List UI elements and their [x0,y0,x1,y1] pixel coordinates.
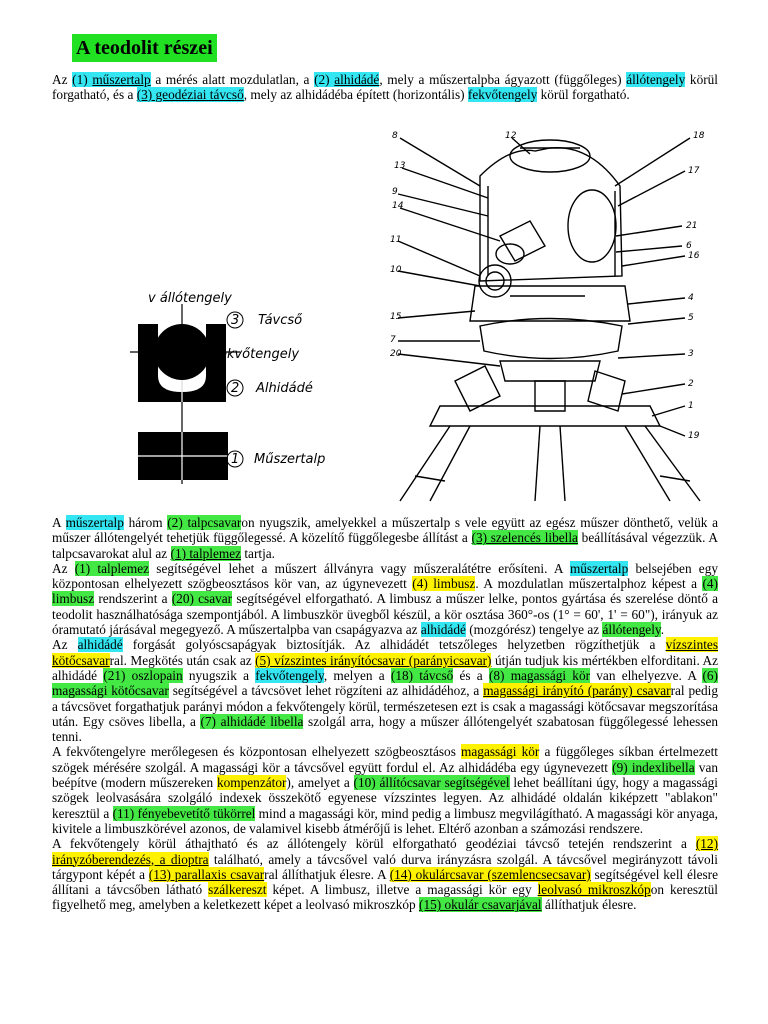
paragraph-5 [52,836,718,912]
text-run: on keresztül figyelhető meg, amelyben a keletkezett képet a leolvasó mikroszkóp [52,882,718,913]
text-run: állíthatjuk élesre. [541,897,637,913]
highlighted-term: műszertalp [65,515,124,530]
callout-label-alhidade: Alhidádé [256,381,313,396]
highlighted-term: állótengely [626,72,686,87]
callout-number-1: 1 [688,401,694,411]
text-run: Az [52,560,75,576]
callout-number-3: 3 [231,313,240,328]
highlighted-term: (1) talplemez [170,545,242,561]
text-run: van beépítve (modern műszereken [52,759,718,791]
text-run: három [123,515,168,530]
horizontal-axis-label: h fekvőtengely [202,347,300,362]
highlighted-term: leolvasó mikroszkóp [537,882,651,898]
highlighted-term: kompenzátor [216,775,287,791]
highlighted-term: alhidádé [77,637,123,653]
paragraph-1 [52,515,718,561]
text-run: található, amely a távcsővel való durva irányzásra szolgál. A távcsővel megirányzott távoli tárgypont képét a [52,851,719,882]
highlighted-term: magassági kör [461,744,540,760]
text-run: , melyen a [323,667,391,683]
callout-number-1: 1 [231,452,240,467]
text-run: ral pedig a távcsövet forgathatjuk parányi módon a fekvőtengely körül, természetesen ezt is csak a magassági kötőcsavar megszorítása után. Egy csöves libella, a [52,683,719,729]
callout-number-14: 14 [392,201,404,211]
schematic-diagram [90,284,360,494]
text-run: , mely az alhidádéba épített (horizontális) [243,87,468,102]
text-run: tartja. [241,545,275,561]
callout-number-2: 2 [231,381,240,396]
text-run: ), amelyet a [286,775,354,791]
callout-label-telescope: Távcső [258,313,303,328]
highlighted-term: (6) magassági kötőcsavar [52,667,718,699]
text-run: segítségével lehet a műszert állványra vagy műszeralátétre erősíteni. A [149,560,570,576]
highlighted-term: (4) limbusz [412,576,476,592]
highlighted-term: alhidádé [420,622,466,638]
highlighted-term: (2) [314,72,335,87]
text-run: szolgál arra, hogy a műszer állótengelyét szabatosan függőlegessé lehessen tenni. [52,713,718,745]
highlighted-term: (3) szelencés libella [471,530,578,546]
text-run: körül forgatható. [537,87,630,102]
text-run: körül forgatható, és a [52,72,718,102]
text-run: a mérés alatt mozdulatlan, a [150,72,315,87]
text-run: képet. A limbusz, illetve a magassági kör egy [266,882,538,898]
callout-number-7: 7 [390,335,396,345]
callout-number-8: 8 [392,131,398,141]
theodolite-illustration [360,126,720,506]
callout-number-17: 17 [688,166,700,176]
callout-number-15: 15 [390,312,402,322]
highlighted-term: (10) állítócsavar segítségével [353,775,510,791]
text-run: A fekvőtengely körül áthajtható és az állótengely körül elforgatható geodéziai távcső tetején rendszerint a [52,836,696,852]
highlighted-term: állótengely [602,622,661,638]
intro-paragraph [52,72,718,102]
highlighted-term: (14) okulárcsavar (szemlencsecsavar) [389,866,591,882]
text-run: rendszerint a [94,591,172,607]
highlighted-term: (20) csavar [171,591,233,607]
highlighted-term: (3) geodéziai távcső [136,87,244,102]
callout-number-10: 10 [390,265,402,275]
callout-number-5: 5 [688,313,694,323]
paragraph-4 [52,744,718,836]
paragraph-3 [52,637,718,744]
highlighted-term: (1) [72,72,93,87]
highlighted-term: (9) indexlibella [612,759,695,775]
highlighted-term: (12) irányzóberendezés, a dioptra [52,836,718,867]
callout-number-12: 12 [505,131,517,141]
highlighted-term: szálkereszt [208,882,267,898]
highlighted-term: műszertalp [92,72,151,87]
text-run: , mely a műszertalpba ágyazott (függőleges) [379,72,627,87]
text-run: forgását golyóscsapágyak biztosítják. Az alhidádét tetszőleges helyzetben rögzíthetjük a [122,637,666,653]
highlighted-term: (1) talplemez [74,560,150,576]
callout-number-20: 20 [390,349,402,359]
text-run: Az [52,637,78,653]
highlighted-term: magassági irányító (parány) csavar [483,683,671,699]
text-run: . A mozdulatlan műszertalphoz képest a [475,576,703,592]
text-run: ral. Megkötés után csak az [109,652,256,668]
callout-number-11: 11 [390,235,402,245]
text-run: lehet beállítani úgy, hogy a magassági szögek leolvasására szolgáló indexek összekötő egyenese vízszintes legyen. Az alhidádé oldalán kiképzett "ablakon" keresztül a [52,775,718,821]
callout-number-13: 13 [394,161,406,171]
body-text [52,515,718,913]
highlighted-term: műszertalp [569,560,629,576]
highlighted-term: (13) parallaxis csavar [148,866,265,882]
text-run: segítségével a távcsövet lehet rögzíteni az alhidádéhoz, a [168,683,484,699]
text-run: segítségével elforgatható. A limbusz a műszer lelke, pontos gyártása és szerelése döntő a teodolit használhatósága szempontjából. A limbuszkör üvegből készül, a kör osztása 360°-os (1° = 60', 1' = 60"), irányuk az óramutató járásával megegyező. A műszertalpba van csapágyazva az [52,591,719,638]
paragraph-2 [52,561,718,637]
highlighted-term: fekvőtengely [255,667,324,683]
text-run: segítségével kell élesre állítani a távcsőben látható [52,866,718,898]
text-run: útján tudjuk kis mértékben elforditani. Az alhidádé [52,652,719,683]
callout-number-4: 4 [688,293,694,303]
text-run: A [52,515,66,530]
highlighted-term: (4) limbusz [52,576,718,607]
callout-number-18: 18 [693,131,705,141]
highlighted-term: (11) fényebevetítő tükörrel [112,805,256,821]
text-run: (mozgórész) tengelye az [465,622,603,638]
text-run: van elhelyezve. A [590,667,703,683]
text-run: és a [453,667,489,683]
callout-number-16: 16 [688,251,700,261]
text-run: ral állíthatjuk élesre. A [264,866,390,882]
highlighted-term: (7) alhidádé libella [200,713,304,729]
text-run: on nyugszik, amelyekkel a műszertalp s vele együtt az egész műszer dönthető, velük a műszer állótengelyét tehetjük függőlegessé. A közelítő függőlegesbe állítást a [52,515,718,546]
text-run: . [660,622,665,638]
highlighted-term: vízszintes kötőcsavar [52,637,718,668]
text-run: belsejében egy központosan elhelyezett szögbeosztásos kör van, az úgynevezett [52,560,718,592]
text-run: mind a magassági kör, mind pedig a limbusz megvilágítható. A magassági kör anyaga, kivitele a limbuszkörével azonos, de valamivel kisebb átmérőjű is lehet. Eltérő azonban a számozási rendszere. [52,805,718,836]
highlighted-term: (21) oszlopain [103,667,183,683]
highlighted-term: (18) távcső [390,667,454,683]
highlighted-term: (15) okulár csavarjával [419,897,542,913]
highlighted-term: fekvőtengely [467,87,538,102]
highlighted-term: (8) magassági kör [488,667,591,683]
page-title: A teodolit részei [72,34,217,62]
callout-number-6: 6 [686,241,692,251]
text-run: Az [52,72,73,87]
highlighted-term: (2) talpcsavar [167,515,242,530]
highlighted-term: alhidádé [334,72,380,87]
text-run: A fekvőtengelyre merőlegesen és központosan elhelyezett szögbeosztásos [52,744,462,760]
callout-label-base: Műszertalp [254,452,326,467]
callout-number-3: 3 [688,349,694,359]
callout-number-21: 21 [686,221,698,231]
callout-number-9: 9 [392,187,398,197]
text-run: beállításával végezzük. A talpcsavarokat alul az [52,530,718,561]
callout-number-19: 19 [688,431,700,441]
text-run: a függőleges síkban értelmezett szögek mérésére szolgál. A magassági kör a távcsővel együtt fordul el. Az alhidádéba egy úgynevezett [52,744,718,775]
callout-number-2: 2 [688,379,694,389]
highlighted-term: (5) vízszintes irányítócsavar (parányicsavar) [255,652,492,668]
vertical-axis-label: v állótengely [148,291,232,306]
text-run: nyugszik a [182,667,256,683]
